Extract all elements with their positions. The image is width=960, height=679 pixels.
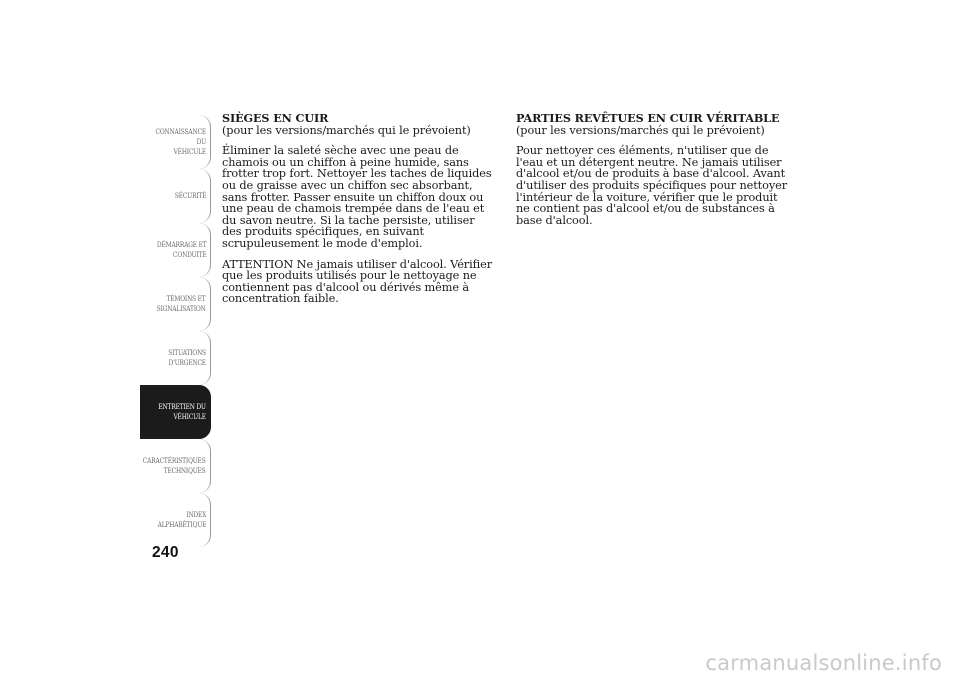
tab-temoins-et-signalisation[interactable] [140, 277, 211, 331]
tab-label: CONNAISSANCE DU VÉHICULE [155, 127, 206, 156]
tab-label: CARACTÉRISTIQUES TECHNIQUES [143, 456, 206, 475]
tab-caracteristiques-techniques[interactable] [140, 439, 211, 493]
watermark: carmanualsonline.info [705, 651, 942, 675]
body-paragraph: Éliminer la saleté sèche avec une peau de chamois ou un chiffon à peine humide, sans frotter trop fort. Nettoyer les taches de liquides ou de graisse avec un chiffon sec absorbant, sans frotter. Passer ensuite un chiffon doux ou une peau de chamois trempée dans de l'eau et du savon neutre. Si la tache persiste, utiliser des produits spécifiques, en suivant scrupuleusement le mode d'emploi. [222, 144, 492, 250]
tab-label: DÉMARRAGE ET CONDUITE [156, 240, 206, 259]
tab-label: SITUATIONS D'URGENCE [168, 348, 206, 367]
tab-label: SÉCURITÉ [174, 191, 206, 200]
warning-paragraph: ATTENTION Ne jamais utiliser d'alcool. Vérifier que les produits utilisés pour le nettoyage ne contiennent pas d'alcool ou dérivés même à concentration faible. [222, 257, 493, 306]
tab-label: TÉMOINS ET SIGNALISATION [157, 294, 206, 313]
tab-index-alphabetique[interactable] [140, 493, 211, 547]
page-number: 240 [152, 544, 179, 561]
chapter-tabs [140, 115, 211, 547]
tab-demarrage-et-conduite[interactable] [140, 223, 211, 277]
tab-securite[interactable] [140, 169, 211, 223]
tab-connaissance-du-vehicule[interactable] [140, 115, 211, 169]
section-title: PARTIES REVÊTUES EN CUIR VÉRITABLE [516, 111, 780, 125]
section-title: SIÈGES EN CUIR [222, 111, 329, 125]
tab-label: ENTRETIEN DU VÉHICULE [158, 402, 206, 421]
section-genuine-leather-parts [516, 113, 791, 235]
tab-situations-d-urgence[interactable] [140, 331, 211, 385]
tab-label: INDEX ALPHABÉTIQUE [157, 510, 206, 529]
section-leather-seats [222, 113, 494, 314]
body-paragraph: Pour nettoyer ces éléments, n'utiliser que de l'eau et un détergent neutre. Ne jamais utiliser d'alcool et/ou de produits à base d'alcool. Avant d'utiliser des produits spécifiques pour nettoyer l'intérieur de la voiture, vérifier que le produit ne contient pas d'alcool et/ou de substances à base d'alcool. [516, 144, 787, 227]
section-subtitle: (pour les versions/marchés qui le prévoient) [222, 123, 471, 137]
section-subtitle: (pour les versions/marchés qui le prévoient) [516, 123, 765, 137]
tab-entretien-du-vehicule[interactable] [140, 385, 211, 439]
